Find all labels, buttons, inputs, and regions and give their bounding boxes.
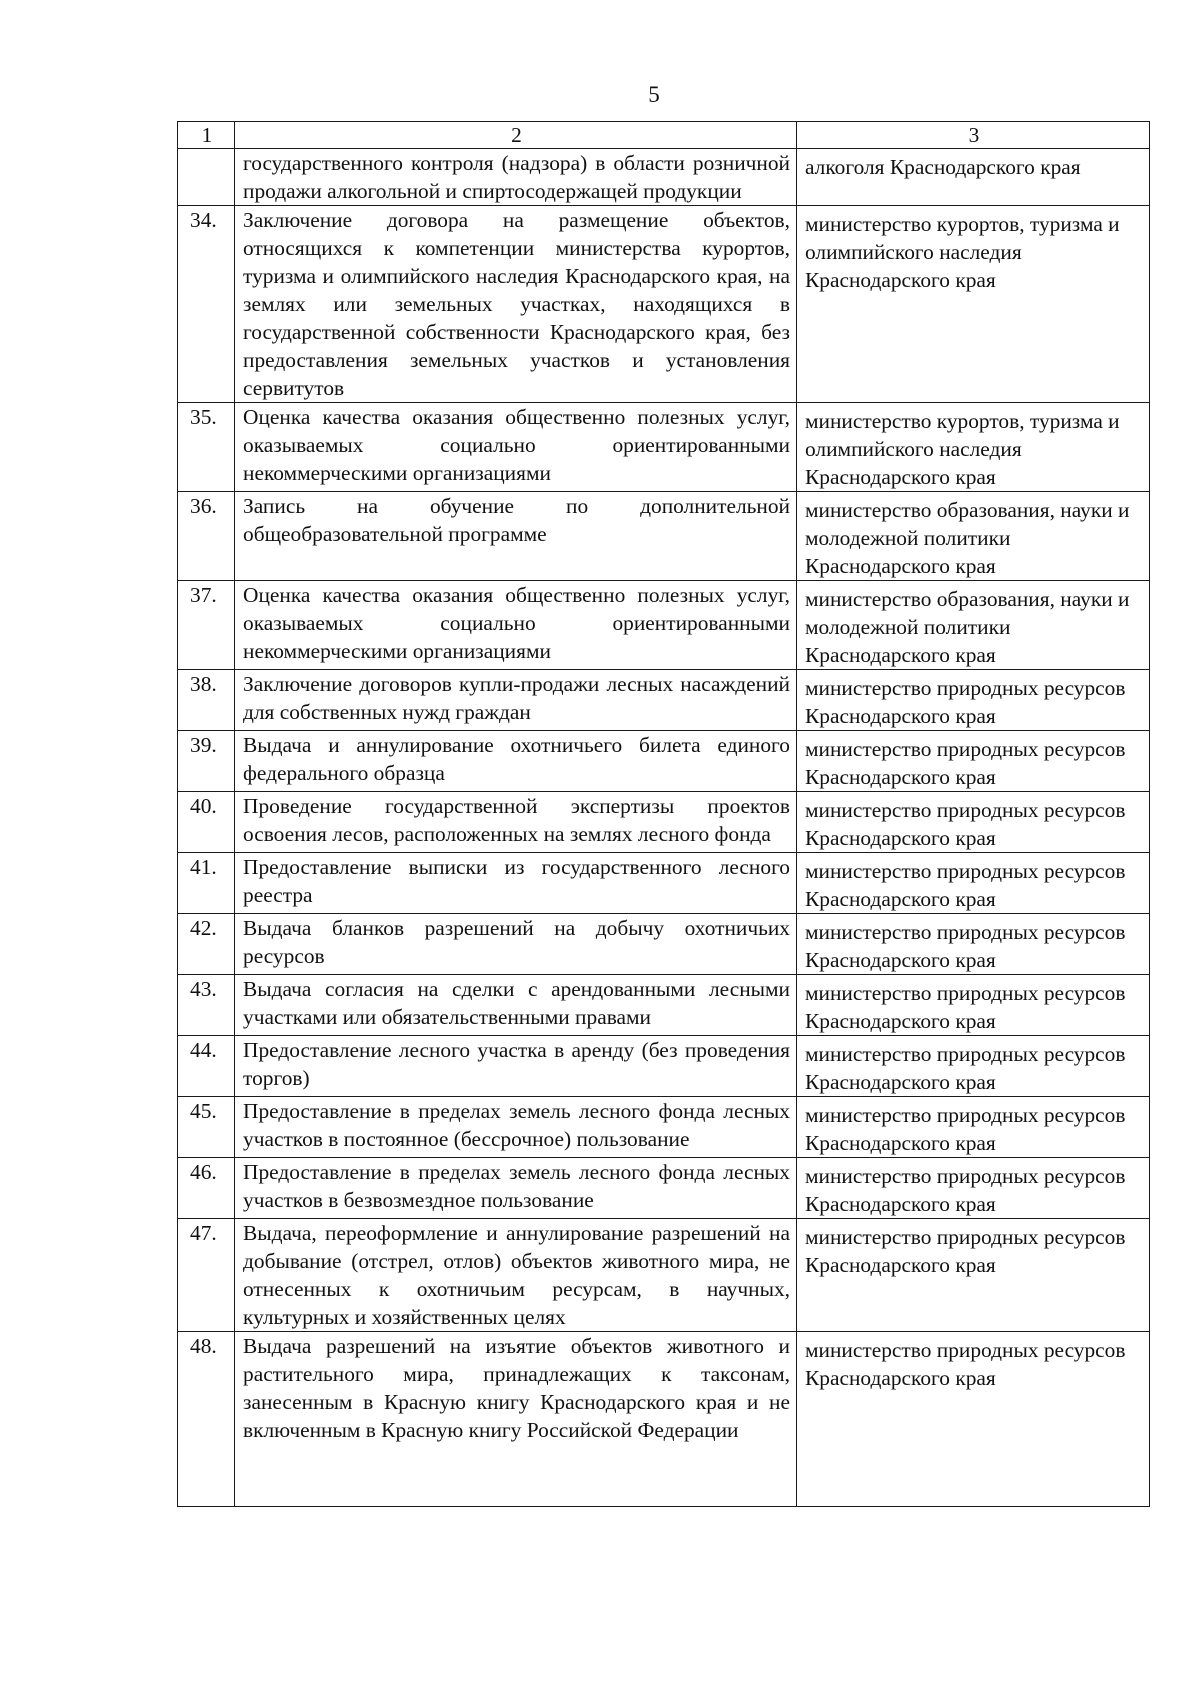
service-name: Выдача разрешений на изъятие объектов животного и растительного мира, принадлежащих к таксонам, занесенным в Красную книгу Краснодарского края и не включенным в Красную книгу Российской Федерации — [235, 1332, 797, 1507]
table-row — [178, 403, 1150, 492]
service-name: Заключение договора на размещение объектов, относящихся к компетенции министерства курортов, туризма и олимпийского наследия Краснодарского края, на землях или земельных участках, находящихся в государственной собственности Краснодарского края, без предоставления земельных участков и установления сервитутов — [235, 206, 797, 403]
responsible-agency: министерство природных ресурсов Краснодарского края — [797, 1158, 1150, 1219]
service-name: Заключение договоров купли-продажи лесных насаждений для собственных нужд граждан — [235, 670, 797, 731]
row-number: 48. — [178, 1332, 235, 1507]
table-row — [178, 914, 1150, 975]
header-cell-3: 3 — [797, 122, 1150, 149]
service-name: Выдача, переоформление и аннулирование разрешений на добывание (отстрел, отлов) объектов животного мира, не отнесенных к охотничьим ресурсам, в научных, культурных и хозяйственных целях — [235, 1219, 797, 1332]
table-row — [178, 670, 1150, 731]
row-number: 45. — [178, 1097, 235, 1158]
service-name: Предоставление в пределах земель лесного фонда лесных участков в постоянное (бессрочное) пользование — [235, 1097, 797, 1158]
row-number: 34. — [178, 206, 235, 403]
table-row — [178, 1158, 1150, 1219]
responsible-agency: министерство образования, науки и молодежной политики Краснодарского края — [797, 492, 1150, 581]
service-name: Предоставление выписки из государственного лесного реестра — [235, 853, 797, 914]
table-row — [178, 206, 1150, 403]
table-row — [178, 731, 1150, 792]
table-row — [178, 853, 1150, 914]
service-name: Выдача согласия на сделки с арендованными лесными участками или обязательственными правами — [235, 975, 797, 1036]
responsible-agency: министерство природных ресурсов Краснодарского края — [797, 670, 1150, 731]
services-table — [177, 121, 1150, 1507]
service-name: Оценка качества оказания общественно полезных услуг, оказываемых социально ориентированными некоммерческими организациями — [235, 581, 797, 670]
responsible-agency: министерство курортов, туризма и олимпийского наследия Краснодарского края — [797, 206, 1150, 403]
service-name: Запись на обучение по дополнительной общеобразовательной программе — [235, 492, 797, 581]
service-name: Предоставление в пределах земель лесного фонда лесных участков в безвозмездное пользование — [235, 1158, 797, 1219]
responsible-agency: министерство природных ресурсов Краснодарского края — [797, 1219, 1150, 1332]
table-row — [178, 792, 1150, 853]
responsible-agency: министерство природных ресурсов Краснодарского края — [797, 914, 1150, 975]
row-number: 36. — [178, 492, 235, 581]
row-number: 42. — [178, 914, 235, 975]
row-number — [178, 149, 235, 206]
responsible-agency: министерство природных ресурсов Краснодарского края — [797, 853, 1150, 914]
service-name: Выдача и аннулирование охотничьего билета единого федерального образца — [235, 731, 797, 792]
responsible-agency: алкоголя Краснодарского края — [797, 149, 1150, 206]
table-row — [178, 149, 1150, 206]
service-name: Проведение государственной экспертизы проектов освоения лесов, расположенных на землях лесного фонда — [235, 792, 797, 853]
responsible-agency: министерство природных ресурсов Краснодарского края — [797, 1097, 1150, 1158]
table-row — [178, 975, 1150, 1036]
table-row — [178, 1219, 1150, 1332]
responsible-agency: министерство природных ресурсов Краснодарского края — [797, 975, 1150, 1036]
table-row — [178, 581, 1150, 670]
responsible-agency: министерство образования, науки и молодежной политики Краснодарского края — [797, 581, 1150, 670]
service-name: государственного контроля (надзора) в области розничной продажи алкогольной и спиртосодержащей продукции — [235, 149, 797, 206]
row-number: 44. — [178, 1036, 235, 1097]
row-number: 46. — [178, 1158, 235, 1219]
responsible-agency: министерство природных ресурсов Краснодарского края — [797, 792, 1150, 853]
row-number: 39. — [178, 731, 235, 792]
service-name: Выдача бланков разрешений на добычу охотничьих ресурсов — [235, 914, 797, 975]
header-cell-1: 1 — [178, 122, 235, 149]
responsible-agency: министерство природных ресурсов Краснодарского края — [797, 1332, 1150, 1507]
service-name: Оценка качества оказания общественно полезных услуг, оказываемых социально ориентированными некоммерческими организациями — [235, 403, 797, 492]
table-row — [178, 492, 1150, 581]
table-header-row — [178, 122, 1150, 149]
table-row — [178, 1332, 1150, 1507]
row-number: 41. — [178, 853, 235, 914]
responsible-agency: министерство курортов, туризма и олимпийского наследия Краснодарского края — [797, 403, 1150, 492]
responsible-agency: министерство природных ресурсов Краснодарского края — [797, 731, 1150, 792]
table-row — [178, 1036, 1150, 1097]
row-number: 43. — [178, 975, 235, 1036]
row-number: 38. — [178, 670, 235, 731]
row-number: 47. — [178, 1219, 235, 1332]
table-row — [178, 1097, 1150, 1158]
service-name: Предоставление лесного участка в аренду (без проведения торгов) — [235, 1036, 797, 1097]
responsible-agency: министерство природных ресурсов Краснодарского края — [797, 1036, 1150, 1097]
row-number: 35. — [178, 403, 235, 492]
header-cell-2: 2 — [235, 122, 797, 149]
row-number: 40. — [178, 792, 235, 853]
page-number: 5 — [648, 82, 660, 107]
row-number: 37. — [178, 581, 235, 670]
